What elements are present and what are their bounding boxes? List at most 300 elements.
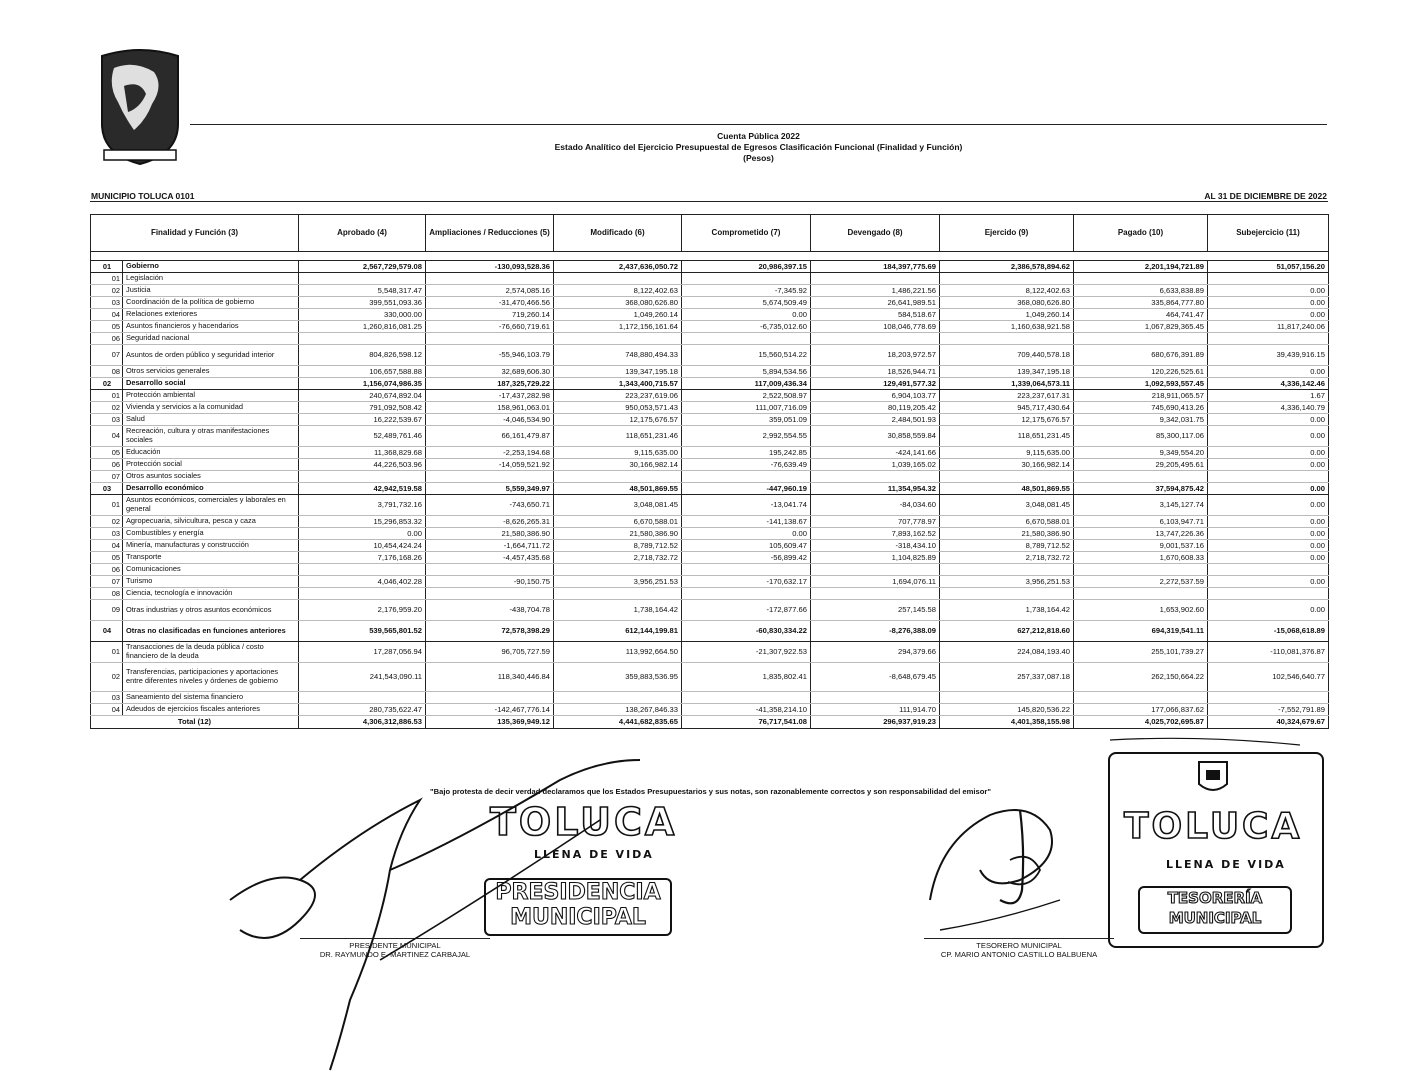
amount-cell: 111,007,716.09 — [682, 402, 811, 414]
funcion-code: 07 — [91, 576, 123, 588]
row-label: Protección ambiental — [123, 390, 299, 402]
amount-cell — [811, 564, 940, 576]
amount-cell: 15,296,853.32 — [299, 516, 426, 528]
amount-cell: -141,138.67 — [682, 516, 811, 528]
amount-cell: -14,059,521.92 — [426, 459, 554, 471]
amount-cell: 945,717,430.64 — [940, 402, 1074, 414]
amount-cell: 8,789,712.52 — [940, 540, 1074, 552]
stamp-office-line: TESORERÍA — [1167, 889, 1263, 907]
stamp-city: TOLUCA — [1124, 806, 1303, 847]
amount-cell: 0.00 — [682, 309, 811, 321]
amount-cell: 5,559,349.97 — [426, 483, 554, 495]
funcion-code: 07 — [91, 471, 123, 483]
amount-cell: 52,489,761.46 — [299, 426, 426, 447]
row-label: Otros servicios generales — [123, 366, 299, 378]
amount-cell: -8,276,388.09 — [811, 621, 940, 642]
funcion-code: 01 — [91, 273, 123, 285]
col-header: Subejercicio (11) — [1208, 215, 1329, 252]
amount-cell: 7,893,162.52 — [811, 528, 940, 540]
amount-cell: 1.67 — [1208, 390, 1329, 402]
total-cell: 4,441,682,835.65 — [554, 716, 682, 729]
funcion-row — [91, 471, 1329, 483]
funcion-row — [91, 600, 1329, 621]
amount-cell: 1,339,064,573.11 — [940, 378, 1074, 390]
row-label: Relaciones exteriores — [123, 309, 299, 321]
amount-cell: 359,883,536.95 — [554, 663, 682, 692]
amount-cell — [299, 692, 426, 704]
amount-cell: 8,122,402.63 — [940, 285, 1074, 297]
amount-cell: 1,049,260.14 — [554, 309, 682, 321]
amount-cell: -2,253,194.68 — [426, 447, 554, 459]
funcion-row — [91, 321, 1329, 333]
amount-cell: 20,986,397.15 — [682, 261, 811, 273]
row-label: Educación — [123, 447, 299, 459]
amount-cell: -7,345.92 — [682, 285, 811, 297]
amount-cell: 0.00 — [1208, 297, 1329, 309]
funcion-code: 04 — [91, 426, 123, 447]
signer-name: DR. RAYMUNDO E. MARTINEZ CARBAJAL — [319, 950, 471, 959]
amount-cell: 1,160,638,921.58 — [940, 321, 1074, 333]
amount-cell: 464,741.47 — [1074, 309, 1208, 321]
funcion-row — [91, 692, 1329, 704]
amount-cell: 335,864,777.80 — [1074, 297, 1208, 309]
row-label: Otras industrias y otros asuntos económicos — [123, 600, 299, 621]
budget-table — [90, 214, 1329, 729]
amount-cell — [299, 471, 426, 483]
amount-cell: 118,651,231.45 — [940, 426, 1074, 447]
col-header: Modificado (6) — [554, 215, 682, 252]
amount-cell — [940, 471, 1074, 483]
entity-label: MUNICIPIO TOLUCA 0101 — [91, 191, 195, 201]
amount-cell — [682, 588, 811, 600]
amount-cell — [811, 692, 940, 704]
amount-cell: 1,653,902.60 — [1074, 600, 1208, 621]
amount-cell: 4,336,142.46 — [1208, 378, 1329, 390]
amount-cell: 5,674,509.49 — [682, 297, 811, 309]
amount-cell: -438,704.78 — [426, 600, 554, 621]
funcion-row — [91, 297, 1329, 309]
amount-cell: 0.00 — [1208, 516, 1329, 528]
col-header: Ampliaciones / Reducciones (5) — [426, 215, 554, 252]
table-header-row — [91, 215, 1329, 252]
amount-cell: -56,899.42 — [682, 552, 811, 564]
amount-cell: 330,000.00 — [299, 309, 426, 321]
amount-cell: 1,343,400,715.57 — [554, 378, 682, 390]
amount-cell: 51,057,156.20 — [1208, 261, 1329, 273]
finalidad-code: 02 — [91, 378, 123, 390]
amount-cell: 2,437,636,050.72 — [554, 261, 682, 273]
amount-cell — [426, 273, 554, 285]
amount-cell: 240,674,892.04 — [299, 390, 426, 402]
funcion-row — [91, 459, 1329, 471]
amount-cell: 2,567,729,579.08 — [299, 261, 426, 273]
stamp-motto: LLENA DE VIDA — [534, 848, 654, 861]
amount-cell: 15,560,514.22 — [682, 345, 811, 366]
amount-cell: 12,175,676.57 — [554, 414, 682, 426]
amount-cell: -90,150.75 — [426, 576, 554, 588]
funcion-code: 03 — [91, 528, 123, 540]
amount-cell: 42,942,519.58 — [299, 483, 426, 495]
signer-name: CP. MARIO ANTONIO CASTILLO BALBUENA — [940, 950, 1098, 959]
amount-cell: -1,664,711.72 — [426, 540, 554, 552]
amount-cell: 950,053,571.43 — [554, 402, 682, 414]
amount-cell — [1208, 564, 1329, 576]
stamp-office-line: PRESIDENCIA — [495, 880, 661, 905]
amount-cell: 138,267,846.33 — [554, 704, 682, 716]
amount-cell: 0.00 — [1208, 483, 1329, 495]
amount-cell: 223,237,619.06 — [554, 390, 682, 402]
amount-cell: 2,272,537.59 — [1074, 576, 1208, 588]
amount-cell: 3,956,251.53 — [554, 576, 682, 588]
amount-cell — [1074, 333, 1208, 345]
amount-cell: 223,237,617.31 — [940, 390, 1074, 402]
amount-cell: 195,242.85 — [682, 447, 811, 459]
table-body — [91, 261, 1329, 716]
funcion-code: 06 — [91, 333, 123, 345]
amount-cell: 30,858,559.84 — [811, 426, 940, 447]
amount-cell: 0.00 — [1208, 540, 1329, 552]
amount-cell: 16,222,539.67 — [299, 414, 426, 426]
stamp-office-line: MUNICIPAL — [510, 905, 646, 930]
amount-cell: 2,484,501.93 — [811, 414, 940, 426]
amount-cell: 9,349,554.20 — [1074, 447, 1208, 459]
amount-cell: -318,434.10 — [811, 540, 940, 552]
amount-cell: 32,689,606.30 — [426, 366, 554, 378]
col-header: Comprometido (7) — [682, 215, 811, 252]
amount-cell: 1,694,076.11 — [811, 576, 940, 588]
amount-cell: 85,300,117.06 — [1074, 426, 1208, 447]
funcion-code: 02 — [91, 285, 123, 297]
amount-cell: 8,789,712.52 — [554, 540, 682, 552]
finalidad-row — [91, 621, 1329, 642]
header-spacer-row — [91, 252, 1329, 261]
amount-cell: 3,048,081.45 — [940, 495, 1074, 516]
amount-cell: 66,161,479.87 — [426, 426, 554, 447]
amount-cell: 129,491,577.32 — [811, 378, 940, 390]
amount-cell: 399,551,093.36 — [299, 297, 426, 309]
funcion-code: 04 — [91, 309, 123, 321]
amount-cell: 184,397,775.69 — [811, 261, 940, 273]
total-cell: 135,369,949.12 — [426, 716, 554, 729]
amount-cell: 0.00 — [1208, 366, 1329, 378]
amount-cell: 709,440,578.18 — [940, 345, 1074, 366]
amount-cell: 6,633,838.89 — [1074, 285, 1208, 297]
amount-cell: 187,325,729.22 — [426, 378, 554, 390]
amount-cell — [1208, 588, 1329, 600]
total-label: Total (12) — [91, 716, 299, 729]
finalidad-row — [91, 261, 1329, 273]
amount-cell: 0.00 — [1208, 576, 1329, 588]
amount-cell: -110,081,376.87 — [1208, 642, 1329, 663]
amount-cell: 139,347,195.18 — [554, 366, 682, 378]
signer-role: TESORERO MUNICIPAL — [976, 941, 1062, 950]
funcion-row — [91, 495, 1329, 516]
row-label: Legislación — [123, 273, 299, 285]
col-header: Devengado (8) — [811, 215, 940, 252]
finalidad-row — [91, 378, 1329, 390]
amount-cell: -76,639.49 — [682, 459, 811, 471]
row-label: Agropecuaria, silvicultura, pesca y caza — [123, 516, 299, 528]
amount-cell — [940, 564, 1074, 576]
amount-cell — [554, 273, 682, 285]
funcion-code: 04 — [91, 704, 123, 716]
amount-cell — [554, 333, 682, 345]
stamp-office-box — [1138, 886, 1292, 934]
col-header: Ejercido (9) — [940, 215, 1074, 252]
total-cell: 76,717,541.08 — [682, 716, 811, 729]
funcion-row — [91, 273, 1329, 285]
amount-cell: -8,626,265.31 — [426, 516, 554, 528]
amount-cell: 680,676,391.89 — [1074, 345, 1208, 366]
row-label: Combustibles y energía — [123, 528, 299, 540]
funcion-code: 05 — [91, 552, 123, 564]
amount-cell: -17,437,282.98 — [426, 390, 554, 402]
amount-cell: 1,067,829,365.45 — [1074, 321, 1208, 333]
amount-cell: 1,039,165.02 — [811, 459, 940, 471]
amount-cell: 7,176,168.26 — [299, 552, 426, 564]
funcion-code: 05 — [91, 447, 123, 459]
amount-cell: 5,548,317.47 — [299, 285, 426, 297]
stamp-emblem-icon — [1196, 758, 1230, 798]
amount-cell: -172,877.66 — [682, 600, 811, 621]
amount-cell — [1208, 333, 1329, 345]
amount-cell: 1,172,156,161.64 — [554, 321, 682, 333]
header-rule — [190, 124, 1327, 125]
row-label: Ciencia, tecnología e innovación — [123, 588, 299, 600]
row-label: Protección social — [123, 459, 299, 471]
amount-cell — [554, 588, 682, 600]
report-titles — [190, 131, 1327, 164]
amount-cell: 30,166,982.14 — [554, 459, 682, 471]
amount-cell: 1,738,164.42 — [940, 600, 1074, 621]
amount-cell: 2,718,732.72 — [940, 552, 1074, 564]
amount-cell: 0.00 — [682, 528, 811, 540]
signature-line — [300, 938, 490, 939]
col-header: Aprobado (4) — [299, 215, 426, 252]
report-date: AL 31 DE DICIEMBRE DE 2022 — [1204, 191, 1327, 201]
row-label: Asuntos de orden público y seguridad interior — [123, 345, 299, 366]
amount-cell: 745,690,413.26 — [1074, 402, 1208, 414]
amount-cell: 539,565,801.52 — [299, 621, 426, 642]
amount-cell — [1074, 471, 1208, 483]
amount-cell: 218,911,065.57 — [1074, 390, 1208, 402]
funcion-row — [91, 426, 1329, 447]
amount-cell — [426, 564, 554, 576]
total-cell: 4,025,702,695.87 — [1074, 716, 1208, 729]
amount-cell — [426, 333, 554, 345]
amount-cell: 1,835,802.41 — [682, 663, 811, 692]
amount-cell: 2,574,085.16 — [426, 285, 554, 297]
row-label: Vivienda y servicios a la comunidad — [123, 402, 299, 414]
row-label: Comunicaciones — [123, 564, 299, 576]
funcion-code: 03 — [91, 692, 123, 704]
stamp-motto: LLENA DE VIDA — [1166, 858, 1286, 871]
amount-cell: -55,946,103.79 — [426, 345, 554, 366]
amount-cell: 3,048,081.45 — [554, 495, 682, 516]
amount-cell: 584,518.67 — [811, 309, 940, 321]
amount-cell: 791,092,508.42 — [299, 402, 426, 414]
amount-cell: -8,648,679.45 — [811, 663, 940, 692]
amount-cell: 1,670,608.33 — [1074, 552, 1208, 564]
amount-cell: 1,486,221.56 — [811, 285, 940, 297]
funcion-code: 08 — [91, 366, 123, 378]
funcion-code: 03 — [91, 297, 123, 309]
amount-cell — [940, 333, 1074, 345]
amount-cell: -447,960.19 — [682, 483, 811, 495]
amount-cell: 11,354,954.32 — [811, 483, 940, 495]
amount-cell: 2,522,508.97 — [682, 390, 811, 402]
amount-cell: -7,552,791.89 — [1208, 704, 1329, 716]
amount-cell: 11,817,240.06 — [1208, 321, 1329, 333]
amount-cell: 6,103,947.71 — [1074, 516, 1208, 528]
funcion-row — [91, 447, 1329, 459]
amount-cell: 1,738,164.42 — [554, 600, 682, 621]
amount-cell: 257,337,087.18 — [940, 663, 1074, 692]
amount-cell: 612,144,199.81 — [554, 621, 682, 642]
amount-cell: 1,260,816,081.25 — [299, 321, 426, 333]
amount-cell — [554, 564, 682, 576]
amount-cell: -4,046,534.90 — [426, 414, 554, 426]
toluca-coat-of-arms-logo — [94, 46, 186, 170]
amount-cell: -6,735,012.60 — [682, 321, 811, 333]
amount-cell: 294,379.66 — [811, 642, 940, 663]
row-label: Otros asuntos sociales — [123, 471, 299, 483]
amount-cell: 4,336,140.79 — [1208, 402, 1329, 414]
amount-cell: 80,119,205.42 — [811, 402, 940, 414]
amount-cell: 10,454,424.24 — [299, 540, 426, 552]
amount-cell: 96,705,727.59 — [426, 642, 554, 663]
amount-cell: 359,051.09 — [682, 414, 811, 426]
report-title: Cuenta Pública 2022 — [717, 131, 800, 141]
amount-cell: 106,657,588.88 — [299, 366, 426, 378]
funcion-row — [91, 366, 1329, 378]
amount-cell: 117,009,436.34 — [682, 378, 811, 390]
amount-cell: 6,904,103.77 — [811, 390, 940, 402]
amount-cell: 72,578,398.29 — [426, 621, 554, 642]
amount-cell: 12,175,676.57 — [940, 414, 1074, 426]
amount-cell: 748,880,494.33 — [554, 345, 682, 366]
amount-cell: 158,961,063.01 — [426, 402, 554, 414]
row-label: Minería, manufacturas y construcción — [123, 540, 299, 552]
entity-rule — [90, 201, 1328, 202]
amount-cell: 37,594,875.42 — [1074, 483, 1208, 495]
amount-cell: 2,176,959.20 — [299, 600, 426, 621]
amount-cell: 2,386,578,894.62 — [940, 261, 1074, 273]
row-label: Desarrollo social — [123, 378, 299, 390]
amount-cell: -76,660,719.61 — [426, 321, 554, 333]
amount-cell: -21,307,922.53 — [682, 642, 811, 663]
report-subtitle: Estado Analítico del Ejercicio Presupuestal de Egresos Clasificación Funcional (Finalidad y Función) — [554, 142, 963, 152]
amount-cell: 0.00 — [299, 528, 426, 540]
row-label: Desarrollo económico — [123, 483, 299, 495]
amount-cell: 30,166,982.14 — [940, 459, 1074, 471]
amount-cell: 139,347,195.18 — [940, 366, 1074, 378]
row-label: Recreación, cultura y otras manifestaciones sociales — [123, 426, 299, 447]
row-label: Asuntos económicos, comerciales y laborales en general — [123, 495, 299, 516]
amount-cell: -743,650.71 — [426, 495, 554, 516]
signature-line — [924, 938, 1114, 939]
finalidad-row — [91, 483, 1329, 495]
amount-cell: 262,150,664.22 — [1074, 663, 1208, 692]
amount-cell — [1208, 692, 1329, 704]
funcion-code: 08 — [91, 588, 123, 600]
amount-cell: 694,319,541.11 — [1074, 621, 1208, 642]
amount-cell — [940, 588, 1074, 600]
funcion-row — [91, 588, 1329, 600]
total-cell: 4,306,312,886.53 — [299, 716, 426, 729]
amount-cell: -84,034.60 — [811, 495, 940, 516]
amount-cell: 0.00 — [1208, 309, 1329, 321]
amount-cell: 6,670,588.01 — [940, 516, 1074, 528]
amount-cell: 3,791,732.16 — [299, 495, 426, 516]
amount-cell — [1208, 273, 1329, 285]
amount-cell: -13,041.74 — [682, 495, 811, 516]
row-label: Gobierno — [123, 261, 299, 273]
amount-cell — [682, 333, 811, 345]
amount-cell: 0.00 — [1208, 495, 1329, 516]
amount-cell — [426, 692, 554, 704]
stamp-city: TOLUCA — [490, 800, 678, 844]
amount-cell — [426, 588, 554, 600]
row-label: Turismo — [123, 576, 299, 588]
amount-cell: 368,080,626.80 — [940, 297, 1074, 309]
amount-cell: 0.00 — [1208, 447, 1329, 459]
amount-cell — [682, 692, 811, 704]
col-header: Pagado (10) — [1074, 215, 1208, 252]
total-cell: 40,324,679.67 — [1208, 716, 1329, 729]
amount-cell — [811, 333, 940, 345]
amount-cell: 0.00 — [1208, 552, 1329, 564]
tesoreria-stamp — [1108, 752, 1324, 948]
amount-cell — [682, 564, 811, 576]
amount-cell: -31,470,466.56 — [426, 297, 554, 309]
amount-cell: 2,992,554.55 — [682, 426, 811, 447]
funcion-row — [91, 345, 1329, 366]
amount-cell: 0.00 — [1208, 414, 1329, 426]
funcion-row — [91, 704, 1329, 716]
amount-cell: 0.00 — [1208, 285, 1329, 297]
amount-cell: 1,049,260.14 — [940, 309, 1074, 321]
funcion-row — [91, 390, 1329, 402]
signer-role: PRESIDENTE MUNICIPAL — [349, 941, 441, 950]
amount-cell: 102,546,640.77 — [1208, 663, 1329, 692]
row-label: Otras no clasificadas en funciones anteriores — [123, 621, 299, 642]
funcion-code: 09 — [91, 600, 123, 621]
amount-cell: 0.00 — [1208, 528, 1329, 540]
amount-cell: 1,156,074,986.35 — [299, 378, 426, 390]
amount-cell: 3,956,251.53 — [940, 576, 1074, 588]
funcion-code: 02 — [91, 402, 123, 414]
amount-cell: 39,439,916.15 — [1208, 345, 1329, 366]
report-units: (Pesos) — [743, 153, 774, 163]
funcion-row — [91, 516, 1329, 528]
amount-cell: 108,046,778.69 — [811, 321, 940, 333]
row-label: Justicia — [123, 285, 299, 297]
amount-cell — [299, 588, 426, 600]
amount-cell — [811, 588, 940, 600]
amount-cell: 21,580,386.90 — [940, 528, 1074, 540]
amount-cell — [1074, 588, 1208, 600]
funcion-row — [91, 642, 1329, 663]
col-header: Finalidad y Función (3) — [91, 215, 299, 252]
funcion-code: 06 — [91, 564, 123, 576]
amount-cell: 4,046,402.28 — [299, 576, 426, 588]
amount-cell — [554, 692, 682, 704]
amount-cell: -60,830,334.22 — [682, 621, 811, 642]
row-label: Adeudos de ejercicios fiscales anteriores — [123, 704, 299, 716]
amount-cell: 145,820,536.22 — [940, 704, 1074, 716]
total-cell: 296,937,919.23 — [811, 716, 940, 729]
